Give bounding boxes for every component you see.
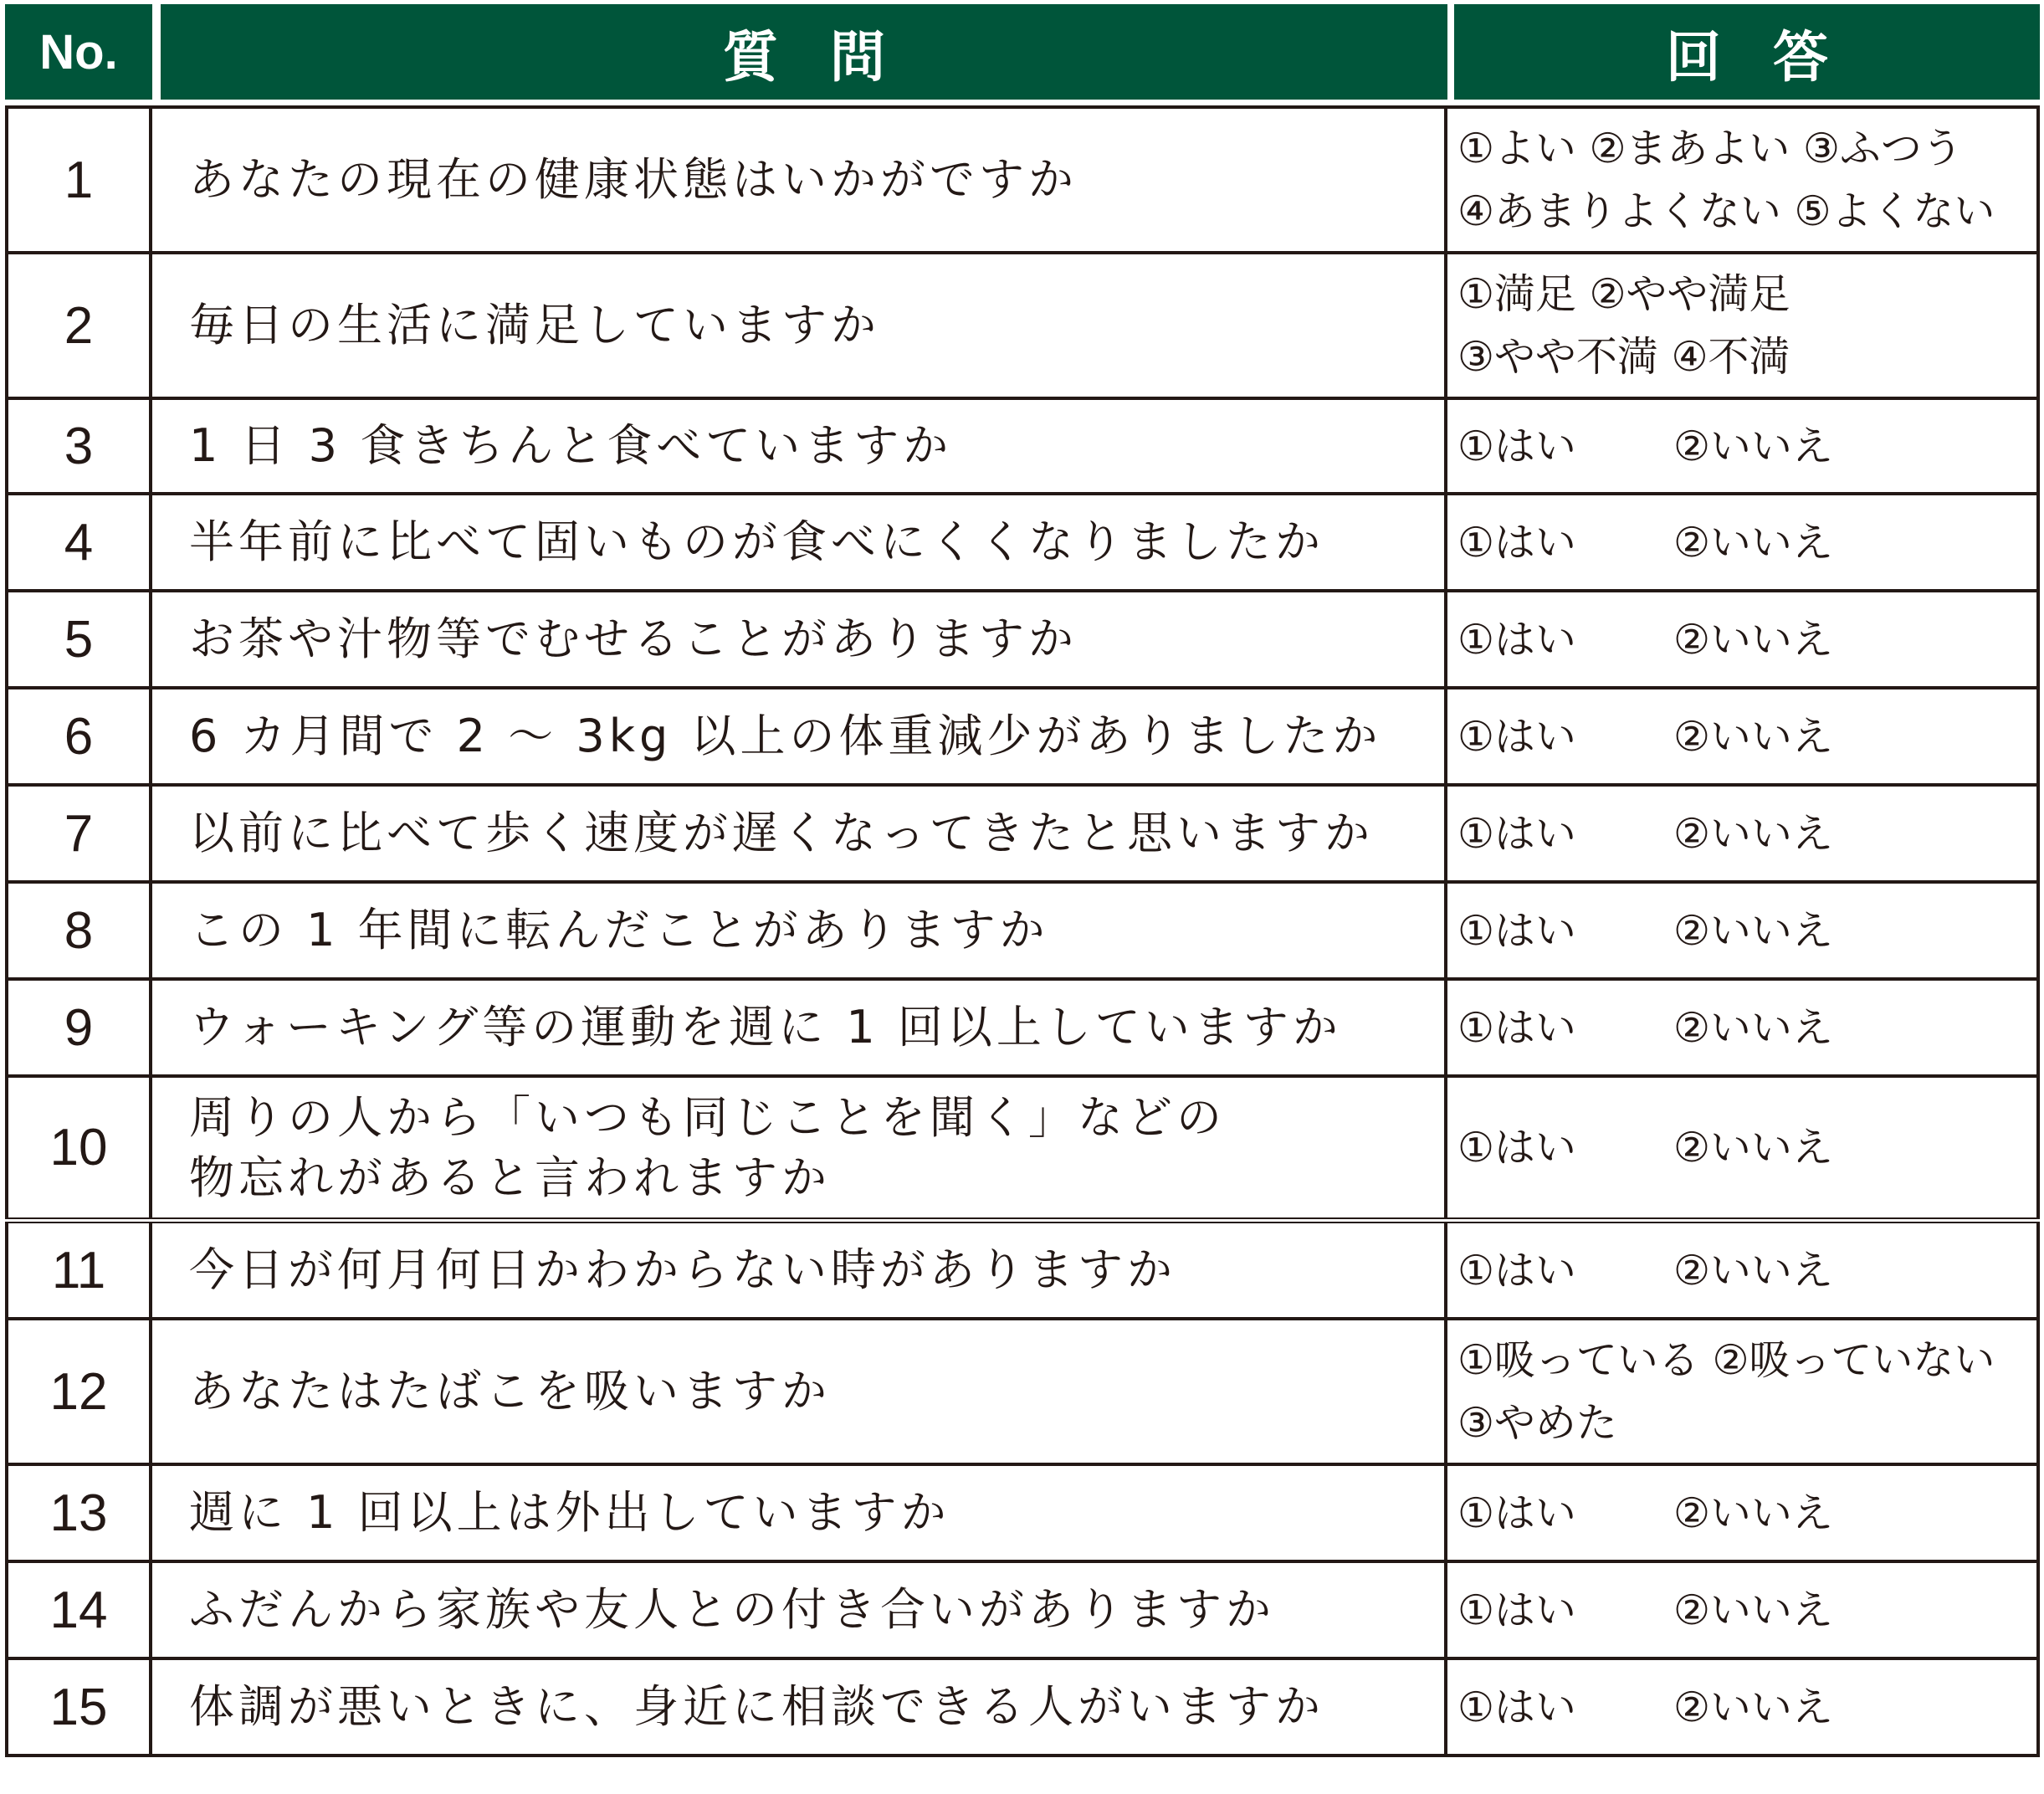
question-number: 2 [5,254,152,397]
yes-no-options [1457,1239,2036,1302]
option-no: ②いいえ [1673,906,1833,955]
question-number: 1 [5,109,152,251]
option-no: ②いいえ [1673,1489,1833,1537]
answer-options [1447,689,2040,783]
option-no: ②いいえ [1673,1003,1833,1052]
answer-options [1447,787,2040,880]
yes-no-options [1457,1579,2036,1642]
table-row [5,592,2040,689]
table-row [5,1320,2040,1466]
question-text [152,981,1447,1074]
header-no: No. [5,4,152,100]
question-text [152,400,1447,492]
question-text [152,254,1447,397]
question-line: ふだんから家族や友人との付き合いがありますか [189,1583,1275,1636]
option-yes: ①はい [1457,1003,1576,1052]
question-text [152,1563,1447,1657]
question-text [152,592,1447,686]
yes-no-options [1457,415,2036,478]
option-yes: ①はい [1457,906,1576,955]
question-line: 周りの人から「いつも同じことを聞く」などの [189,1090,1226,1144]
answer-options [1447,1078,2040,1217]
question-text [152,1078,1447,1217]
option-no: ②いいえ [1673,809,1833,858]
question-number: 14 [5,1563,152,1657]
question-line: 毎日の生活に満足していますか [189,299,880,351]
yes-no-options [1457,1116,2036,1179]
question-number: 10 [5,1078,152,1217]
option-yes: ①はい [1457,1246,1576,1294]
table-row [5,1563,2040,1660]
table-row [5,109,2040,254]
answer-options [1447,1660,2040,1754]
yes-no-options [1457,900,2036,962]
yes-no-options [1457,705,2036,768]
option-no: ②いいえ [1673,518,1833,566]
table-body [5,105,2040,1757]
question-number: 11 [5,1223,152,1317]
question-number: 8 [5,884,152,977]
question-number: 13 [5,1466,152,1560]
question-line: 半年前に比べて固いものが食べにくくなりましたか [189,515,1324,568]
question-line: ウォーキング等の運動を週に 1 回以上していますか [189,1001,1342,1053]
option-no: ②いいえ [1673,712,1833,761]
table-row [5,400,2040,495]
questionnaire-table [5,4,2040,1757]
table-row [5,689,2040,787]
question-number: 7 [5,787,152,880]
table-row [5,1466,2040,1563]
option-no: ②いいえ [1673,1683,1833,1731]
table-row [5,1660,2040,1757]
answer-options [1447,1223,2040,1317]
answer-options [1447,592,2040,686]
table-row [5,981,2040,1078]
option-yes: ①はい [1457,1124,1576,1171]
option-yes: ①はい [1457,615,1576,664]
header-answer: 回答 [1454,4,2040,100]
table-header [5,4,2040,100]
answer-line: ①吸っている ②吸っていない [1457,1336,1995,1384]
yes-no-options [1457,1676,2036,1739]
table-row [5,787,2040,884]
question-text [152,1223,1447,1317]
option-yes: ①はい [1457,1683,1576,1731]
table-row [5,1078,2040,1223]
option-yes: ①はい [1457,1489,1576,1537]
question-line: お茶や汁物等でむせることがありますか [189,613,1078,665]
question-line: この 1 年間に転んだことがありますか [189,904,1049,956]
option-yes: ①はい [1457,1586,1576,1634]
question-text [152,689,1447,783]
answer-options [1447,400,2040,492]
table-row [5,495,2040,592]
answer-line: ④あまりよくない ⑤よくない [1457,187,1995,235]
yes-no-options [1457,997,2036,1059]
question-text [152,787,1447,880]
option-no: ②いいえ [1673,1246,1833,1294]
question-line: 以前に比べて歩く速度が遅くなってきたと思いますか [189,807,1374,859]
answer-line: ③やや不満 ④不満 [1457,333,1790,381]
answer-options [1447,981,2040,1074]
question-line: 今日が何月何日かわからない時がありますか [189,1243,1176,1296]
question-line: 物忘れがあると言われますか [189,1151,831,1204]
question-number: 9 [5,981,152,1074]
answer-options [1447,254,2040,397]
option-no: ②いいえ [1673,615,1833,664]
option-no: ②いいえ [1673,1124,1833,1171]
answer-options [1447,495,2040,589]
option-yes: ①はい [1457,422,1576,470]
option-no: ②いいえ [1673,422,1833,470]
question-number: 12 [5,1320,152,1463]
option-no: ②いいえ [1673,1586,1833,1634]
option-yes: ①はい [1457,712,1576,761]
question-line: 1 日 3 食きちんと食べていますか [189,419,953,472]
answer-options [1447,1466,2040,1560]
header-question: 質問 [161,4,1447,100]
question-line: あなたの現在の健康状態はいかがですか [189,153,1078,206]
option-yes: ①はい [1457,518,1576,566]
yes-no-options [1457,608,2036,671]
yes-no-options [1457,1482,2036,1545]
yes-no-options [1457,802,2036,865]
answer-line: ①よい ②まあよい ③ふつう [1457,125,1963,172]
question-line: 週に 1 回以上は外出していますか [189,1486,950,1539]
question-text [152,1320,1447,1463]
answer-line: ①満足 ②やや満足 [1457,270,1790,318]
table-row [5,254,2040,400]
table-row [5,1223,2040,1320]
question-text [152,1466,1447,1560]
answer-options [1447,884,2040,977]
question-line: 6 カ月間で 2 ～ 3kg 以上の体重減少がありましたか [189,710,1382,762]
answer-line: ③やめた [1457,1399,1617,1447]
question-number: 4 [5,495,152,589]
question-text [152,109,1447,251]
yes-no-options [1457,511,2036,574]
answer-options [1447,1563,2040,1657]
question-text [152,495,1447,589]
question-line: あなたはたばこを吸いますか [189,1365,831,1417]
option-yes: ①はい [1457,809,1576,858]
question-number: 6 [5,689,152,783]
answer-options [1447,109,2040,251]
question-text [152,1660,1447,1754]
question-number: 15 [5,1660,152,1754]
answer-options [1447,1320,2040,1463]
question-number: 3 [5,400,152,492]
table-row [5,884,2040,981]
question-line: 体調が悪いときに、身近に相談できる人がいますか [189,1680,1324,1733]
question-text [152,884,1447,977]
question-number: 5 [5,592,152,686]
